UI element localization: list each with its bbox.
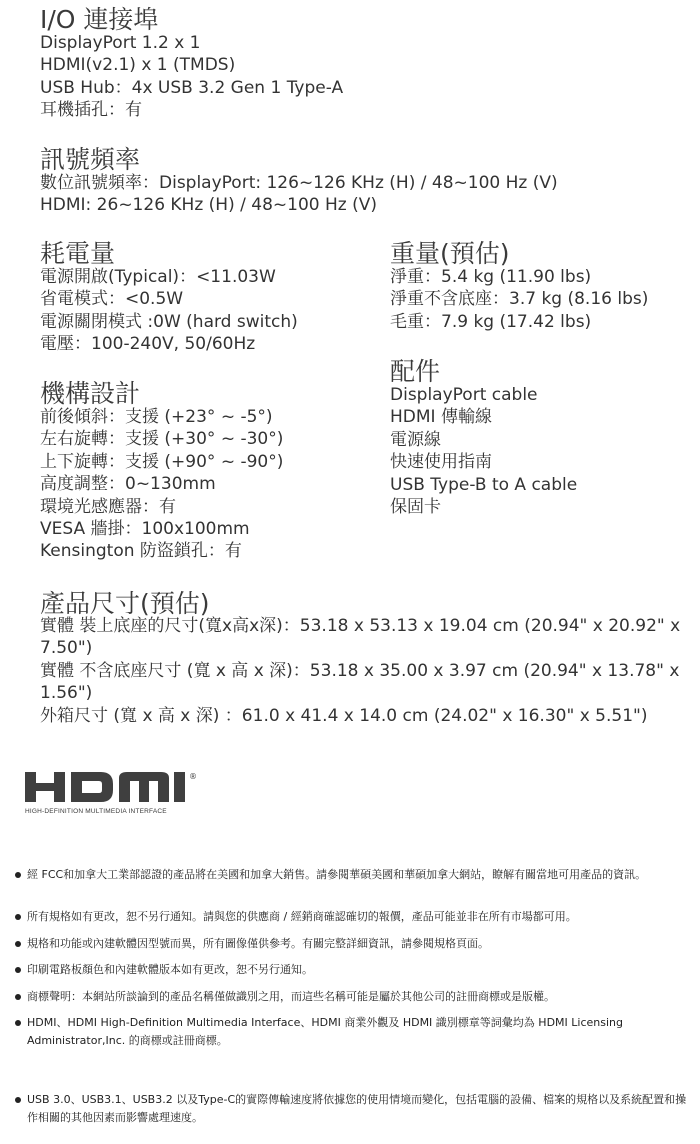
bullet-icon	[15, 967, 21, 973]
accessories-list	[390, 384, 577, 518]
bullet-icon	[15, 872, 21, 878]
bullet-icon	[15, 994, 21, 1000]
dims-line: 實體 不含底座尺寸 (寬 x 高 x 深)：53.18 x 35.00 x 3.97 cm (20.94" x 13.78" x	[40, 660, 680, 681]
weight-line: 淨重不含底座：3.7 kg (8.16 lbs)	[390, 289, 649, 310]
io-line: HDMI(v2.1) x 1 (TMDS)	[40, 55, 236, 76]
note-text: USB 3.0、USB3.1、USB3.2 以及Type-C的實際傳輸速度將依據您的使用情境而變化，包括電腦的設備、檔案的規格以及系統配置和操作相關的其他因素而影響處理速度。	[27, 1093, 687, 1124]
io-line: DisplayPort 1.2 x 1	[40, 33, 201, 53]
accessory-item: DisplayPort cable	[390, 385, 538, 405]
io-line: USB Hub：4x USB 3.2 Gen 1 Type-A	[40, 77, 344, 98]
note-text: HDMI、HDMI High-Definition Multimedia Interface、HDMI 商業外觀及 HDMI 識別標章等詞彙均為 HDMI Licensing Administrator,Inc. 的商標或註冊商標。	[27, 1016, 623, 1047]
mech-line: 上下旋轉：支援 (+90° ~ -90°)	[40, 451, 284, 472]
mech-heading: 機構設計	[40, 379, 141, 408]
mech-line: VESA 牆掛：100x100mm	[40, 519, 250, 540]
power-line: 電源關閉模式 :0W (hard switch)	[40, 311, 298, 332]
note-text: 所有規格如有更改，恕不另行通知。請與您的供應商 / 經銷商確認確切的報價，產品可能並非在所有市場都可用。	[27, 910, 577, 923]
weight-list	[390, 266, 648, 333]
accessory-item: USB Type-B to A cable	[390, 474, 578, 495]
mech-list	[40, 406, 283, 563]
note-text: 規格和功能或內建軟體因型號而異，所有圖像僅供參考。有關完整詳細資訊，請參閱規格頁面。	[27, 937, 489, 950]
power-line: 電壓：100-240V, 50/60Hz	[40, 334, 256, 355]
hdmi-logo-graphic	[23, 770, 203, 810]
dims-line: 實體 裝上底座的尺寸(寬x高x深)：53.18 x 53.13 x 19.04 cm (20.94" x 20.92" x	[40, 616, 681, 636]
io-list	[40, 32, 343, 122]
io-heading: I/O 連接埠	[40, 5, 159, 34]
dims-line: 7.50")	[40, 638, 93, 659]
accessory-item: HDMI 傳輸線	[390, 407, 492, 428]
mech-line: 高度調整：0~130mm	[40, 474, 216, 495]
dims-heading: 產品尺寸(預估)	[40, 589, 210, 618]
signal-list	[40, 172, 558, 217]
io-line: 耳機插孔：有	[40, 100, 142, 121]
bullet-icon	[15, 1020, 21, 1026]
accessory-item: 快速使用指南	[390, 452, 492, 473]
hdmi-tagline: HIGH-DEFINITION MULTIMEDIA INTERFACE	[25, 808, 167, 815]
mech-line: Kensington 防盜鎖孔：有	[40, 541, 242, 562]
registered-mark: ®	[189, 772, 197, 781]
bullet-icon	[15, 941, 21, 947]
accessory-item: 電源線	[390, 429, 441, 450]
mech-line: 左右旋轉：支援 (+30° ~ -30°)	[40, 429, 284, 450]
power-line: 省電模式：<0.5W	[40, 289, 184, 310]
note-text: 經 FCC和加拿大工業部認證的產品將在美國和加拿大銷售。請參閱華碩美國和華碩加拿大網站，瞭解有關當地可用產品的資訊。	[27, 868, 647, 881]
signal-heading: 訊號頻率	[40, 145, 141, 174]
mech-line: 前後傾斜：支援 (+23° ~ -5°)	[40, 407, 273, 427]
bullet-icon	[15, 1097, 21, 1103]
weight-line: 毛重：7.9 kg (17.42 lbs)	[390, 311, 592, 332]
weight-line: 淨重：5.4 kg (11.90 lbs)	[390, 267, 592, 287]
dims-line: 外箱尺寸 (寬 x 高 x 深) ：61.0 x 41.4 x 14.0 cm (24.02" x 16.30" x 5.51")	[40, 705, 648, 726]
power-list	[40, 266, 298, 356]
power-line: 電源開啟(Typical)：<11.03W	[40, 267, 276, 287]
accessories-heading: 配件	[390, 357, 441, 386]
power-heading: 耗電量	[40, 239, 116, 268]
dims-list	[40, 615, 680, 727]
note-text: 印刷電路板顏色和內建軟體版本如有更改，恕不另行通知。	[27, 963, 313, 976]
weight-heading: 重量(預估)	[390, 239, 510, 268]
note-text: 商標聲明：本網站所談論到的產品名稱僅做識別之用，而這些名稱可能是屬於其他公司的註冊商標或是版權。	[27, 990, 555, 1003]
accessory-item: 保固卡	[390, 497, 441, 518]
dims-line: 1.56")	[40, 683, 93, 704]
bullet-icon	[15, 914, 21, 920]
signal-line: HDMI: 26~126 KHz (H) / 48~100 Hz (V)	[40, 195, 377, 216]
mech-line: 環境光感應器：有	[40, 496, 176, 517]
signal-line: 數位訊號頻率：DisplayPort: 126~126 KHz (H) / 48~100 Hz (V)	[40, 173, 558, 193]
